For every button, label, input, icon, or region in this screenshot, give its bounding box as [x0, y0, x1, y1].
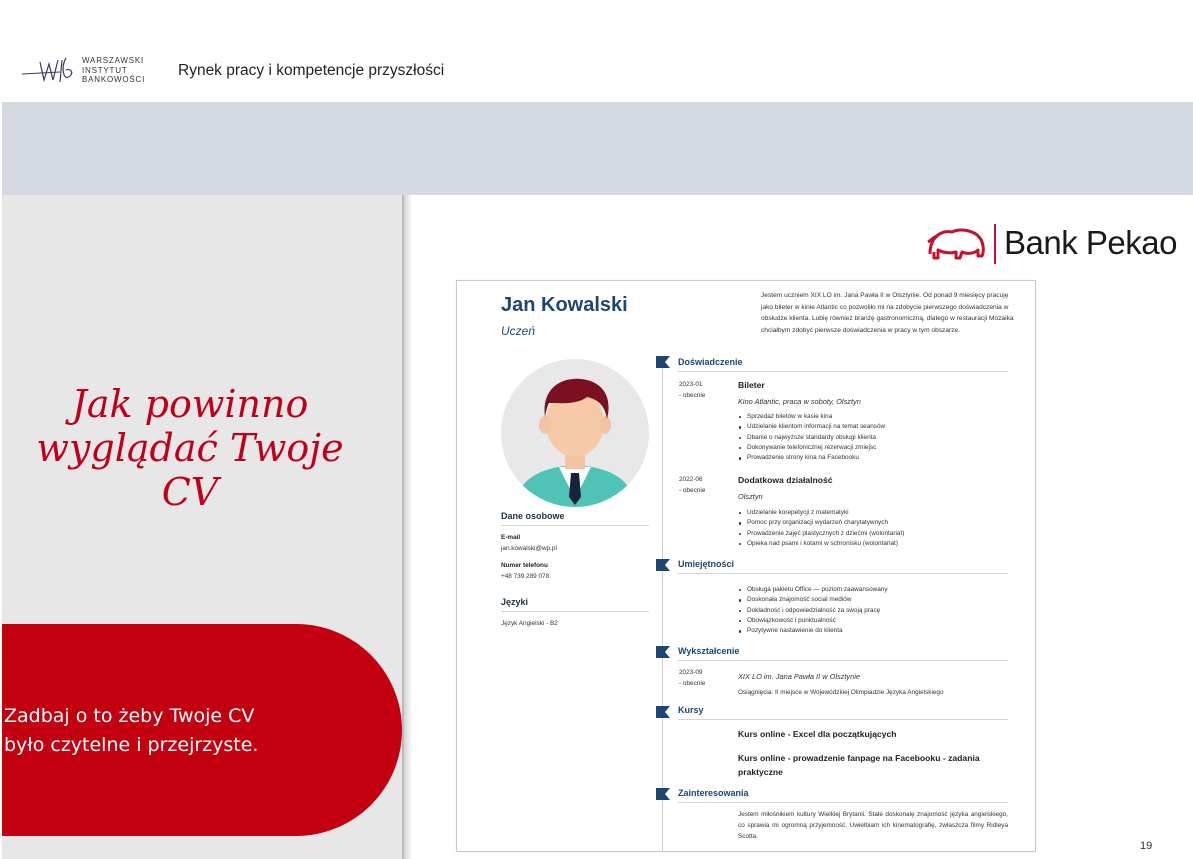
course-item: Kurs online - prowadzenie fanpage na Facebooku - zadania praktyczne	[738, 753, 980, 777]
divider	[501, 611, 649, 612]
logo-divider	[994, 224, 996, 264]
wib-logo-text: WARSZAWSKI INSTYTUT BANKOWOŚCI	[82, 56, 146, 84]
cv-summary: Jestem uczniem XIX LO im. Jana Pawła II w Olsztynie. Od ponad 9 miesięcy pracuję jako bileter w kinie Atlantic co pozwoliło mi na zdobycie pierwszego doświadczenia w obsłudze klienta. Lubię również branżę gastronomiczną, dlatego w restauracji Mozaika chciałbym zdobyć pierwsze doświadczenia w pracy w tym obszarze.	[761, 292, 1014, 334]
divider	[678, 719, 1008, 720]
slide-heading: Jak powinno wyglądać Twoje CV	[36, 382, 344, 514]
cv-document	[456, 280, 1036, 852]
job-duties-list	[738, 412, 885, 463]
divider	[678, 371, 1008, 372]
email-label: E-mail	[501, 534, 521, 541]
school-name: XIX LO im. Jana Pawła II w Olsztynie	[738, 672, 860, 681]
avatar	[501, 359, 649, 507]
education-achievements: Osiągnięcia: II miejsce w Wojewódzkiej Olimpiadzie Języka Angielskiego	[738, 689, 944, 696]
list-item: Dbanie o najwyższe standardy obsługi klienta	[738, 433, 885, 443]
list-item: Doskonała znajomość social mediów	[738, 595, 888, 605]
experience-date: 2022-06 - obecnie	[679, 476, 706, 494]
section-flag-icon	[656, 788, 670, 800]
skills-list	[738, 585, 888, 636]
education-date: 2023-09 - obecnie	[679, 669, 706, 687]
bank-pekao-logo	[926, 222, 1188, 268]
list-item: Pomoc przy organizacji wydarzeń charytatywnych	[738, 518, 904, 528]
experience-heading: Doświadczenie	[678, 357, 743, 367]
wib-logo	[20, 52, 146, 88]
course-item: Kurs online - Excel dla początkujących	[738, 729, 897, 739]
section-flag-icon	[656, 706, 670, 718]
list-item: Sprzedaż biletów w kasie kina	[738, 412, 885, 422]
skills-heading: Umiejętności	[678, 559, 735, 569]
languages-heading: Języki	[501, 597, 529, 607]
phone-label: Numer telefonu	[501, 562, 548, 569]
email-value: jan.kowalski@wp.pl	[501, 545, 557, 552]
divider	[678, 660, 1008, 661]
bison-icon	[926, 224, 988, 264]
job-place: Olsztyn	[738, 492, 763, 501]
list-item: Dokładność i odpowiedzialność za swoją pracę	[738, 606, 888, 616]
panel-shadow	[402, 195, 412, 859]
job-duties-list	[738, 508, 904, 549]
wib-logo-mark	[20, 54, 78, 86]
education-heading: Wykształcenie	[678, 646, 740, 656]
cv-timeline-line	[662, 361, 663, 851]
job-place: Kino Atlantic, praca w soboty, Olsztyn	[738, 397, 861, 406]
job-title: Bileter	[738, 380, 765, 390]
list-item: Udzielanie klientom informacji na temat seansów	[738, 422, 885, 432]
slide-header	[0, 0, 1193, 102]
tip-text: Zadbaj o to żeby Twoje CV było czytelne i przejrzyste.	[4, 705, 259, 756]
cv-name: Jan Kowalski	[501, 294, 628, 316]
list-item: Prowadzenie zajęć plastycznych z dziećmi (wolontariat)	[738, 529, 904, 539]
person-icon	[501, 359, 649, 507]
divider	[678, 573, 1008, 574]
list-item: Opieka nad psami i kotami w schronisku (wolontariat)	[738, 539, 904, 549]
interests-text: Jestem miłośnikiem kultury Wielkiej Brytanii. Stale doskonalę znajomość języka angielskiego, co sprawia mi ogromną przyjemność. Uwielbiam ich kinematografię, zwłaszcza filmy Ridleya Scotta.	[738, 811, 1008, 841]
experience-date: 2023-01 - obecnie	[679, 381, 706, 399]
list-item: Prowadzenie strony kina na Facebooku	[738, 453, 885, 463]
divider	[501, 525, 649, 526]
interests-heading: Zainteresowania	[678, 788, 749, 798]
list-item: Udzielanie korepetycji z matematyki	[738, 508, 904, 518]
list-item: Obsługa pakietu Office — poziom zaawansowany	[738, 585, 888, 595]
cv-role: Uczeń	[501, 324, 536, 338]
section-flag-icon	[656, 559, 670, 571]
phone-value: +48 739 289 078	[501, 573, 550, 580]
language-item: Język Angielski - B2	[501, 620, 558, 627]
list-item: Dokonywanie telefonicznej rezerwacji zmiejsc	[738, 443, 885, 453]
list-item: Pozytywne nastawienie do klienta	[738, 626, 888, 636]
list-item: Obowiązkowość i punktualność	[738, 616, 888, 626]
header-band	[2, 102, 1193, 195]
section-flag-icon	[656, 646, 670, 658]
divider	[678, 802, 1008, 803]
job-title: Dodatkowa działalność	[738, 475, 833, 485]
bank-name: Bank Pekao	[1004, 224, 1177, 261]
presentation-title: Rynek pracy i kompetencje przyszłości	[178, 62, 445, 79]
courses-heading: Kursy	[678, 705, 704, 715]
page-number: 19	[1140, 840, 1153, 852]
personal-data-heading: Dane osobowe	[501, 511, 565, 521]
section-flag-icon	[656, 356, 670, 368]
